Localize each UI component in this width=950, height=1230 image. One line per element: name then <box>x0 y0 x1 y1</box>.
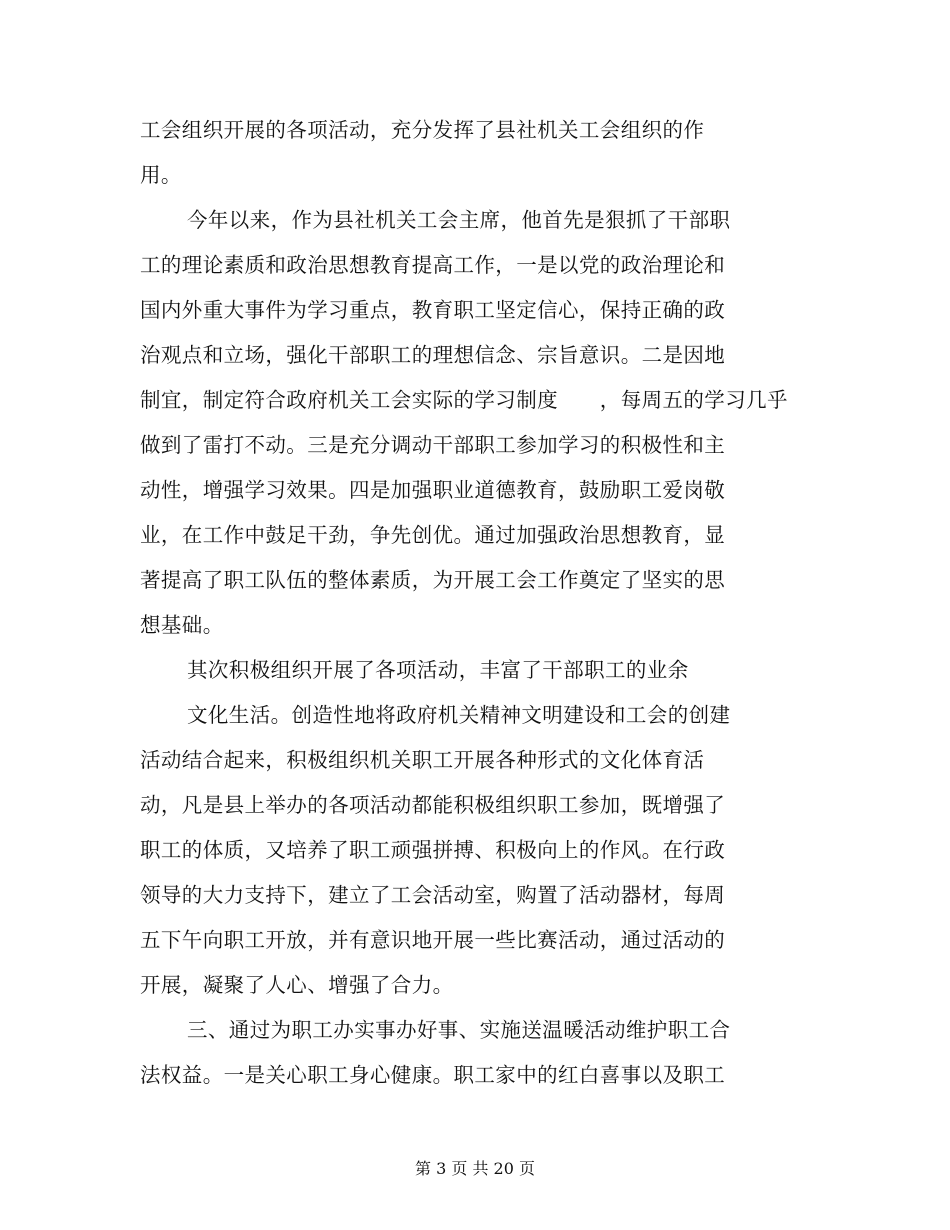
text-line: 国内外重大事件为学习重点，教育职工坚定信心，保持正确的政 <box>140 298 726 322</box>
text-line: 著提高了职工队伍的整体素质，为开展工会工作奠定了坚实的思 <box>140 568 726 592</box>
text-line: 活动结合起来，积极组织机关职工开展各种形式的文化体育活 <box>140 748 705 772</box>
text-line: 工的理论素质和政治思想教育提高工作，一是以党的政治理论和 <box>140 253 726 277</box>
text-line: 工会组织开展的各项活动，充分发挥了县社机关工会组织的作 <box>140 118 705 142</box>
text-line: 文化生活。创造性地将政府机关精神文明建设和工会的创建 <box>187 703 731 727</box>
text-line: 想基础。 <box>140 613 224 637</box>
page-number-footer: 第 3 页 共 20 页 <box>415 1159 535 1178</box>
paragraph-start-line: 其次积极组织开展了各项活动，丰富了干部职工的业余 <box>187 658 689 682</box>
text-line: 用。 <box>140 163 182 187</box>
text-line: 开展，凝聚了人心、增强了合力。 <box>140 973 454 997</box>
text-line: 制宜，制定符合政府机关工会实际的学习制度 ，每周五的学习几乎 <box>140 388 788 412</box>
text-line: 五下午向职工开放，并有意识地开展一些比赛活动，通过活动的 <box>140 928 726 952</box>
text-line: 法权益。一是关心职工身心健康。职工家中的红白喜事以及职工 <box>140 1063 726 1087</box>
text-line: 治观点和立场，强化干部职工的理想信念、宗旨意识。二是因地 <box>140 343 726 367</box>
text-line: 动性，增强学习效果。四是加强职业道德教育，鼓励职工爱岗敬 <box>140 478 726 502</box>
text-line: 业，在工作中鼓足干劲，争先创优。通过加强政治思想教育，显 <box>140 523 726 547</box>
text-line: 领导的大力支持下，建立了工会活动室，购置了活动器材，每周 <box>140 883 726 907</box>
paragraph-start-line: 今年以来，作为县社机关工会主席，他首先是狠抓了干部职 <box>187 208 731 232</box>
paragraph-start-line: 三、通过为职工办实事办好事、实施送温暖活动维护职工合 <box>187 1018 731 1042</box>
text-line: 做到了雷打不动。三是充分调动干部职工参加学习的积极性和主 <box>140 433 726 457</box>
text-line: 职工的体质，又培养了职工顽强拼搏、积极向上的作风。在行政 <box>140 838 726 862</box>
text-line: 动，凡是县上举办的各项活动都能积极组织职工参加，既增强了 <box>140 793 726 817</box>
